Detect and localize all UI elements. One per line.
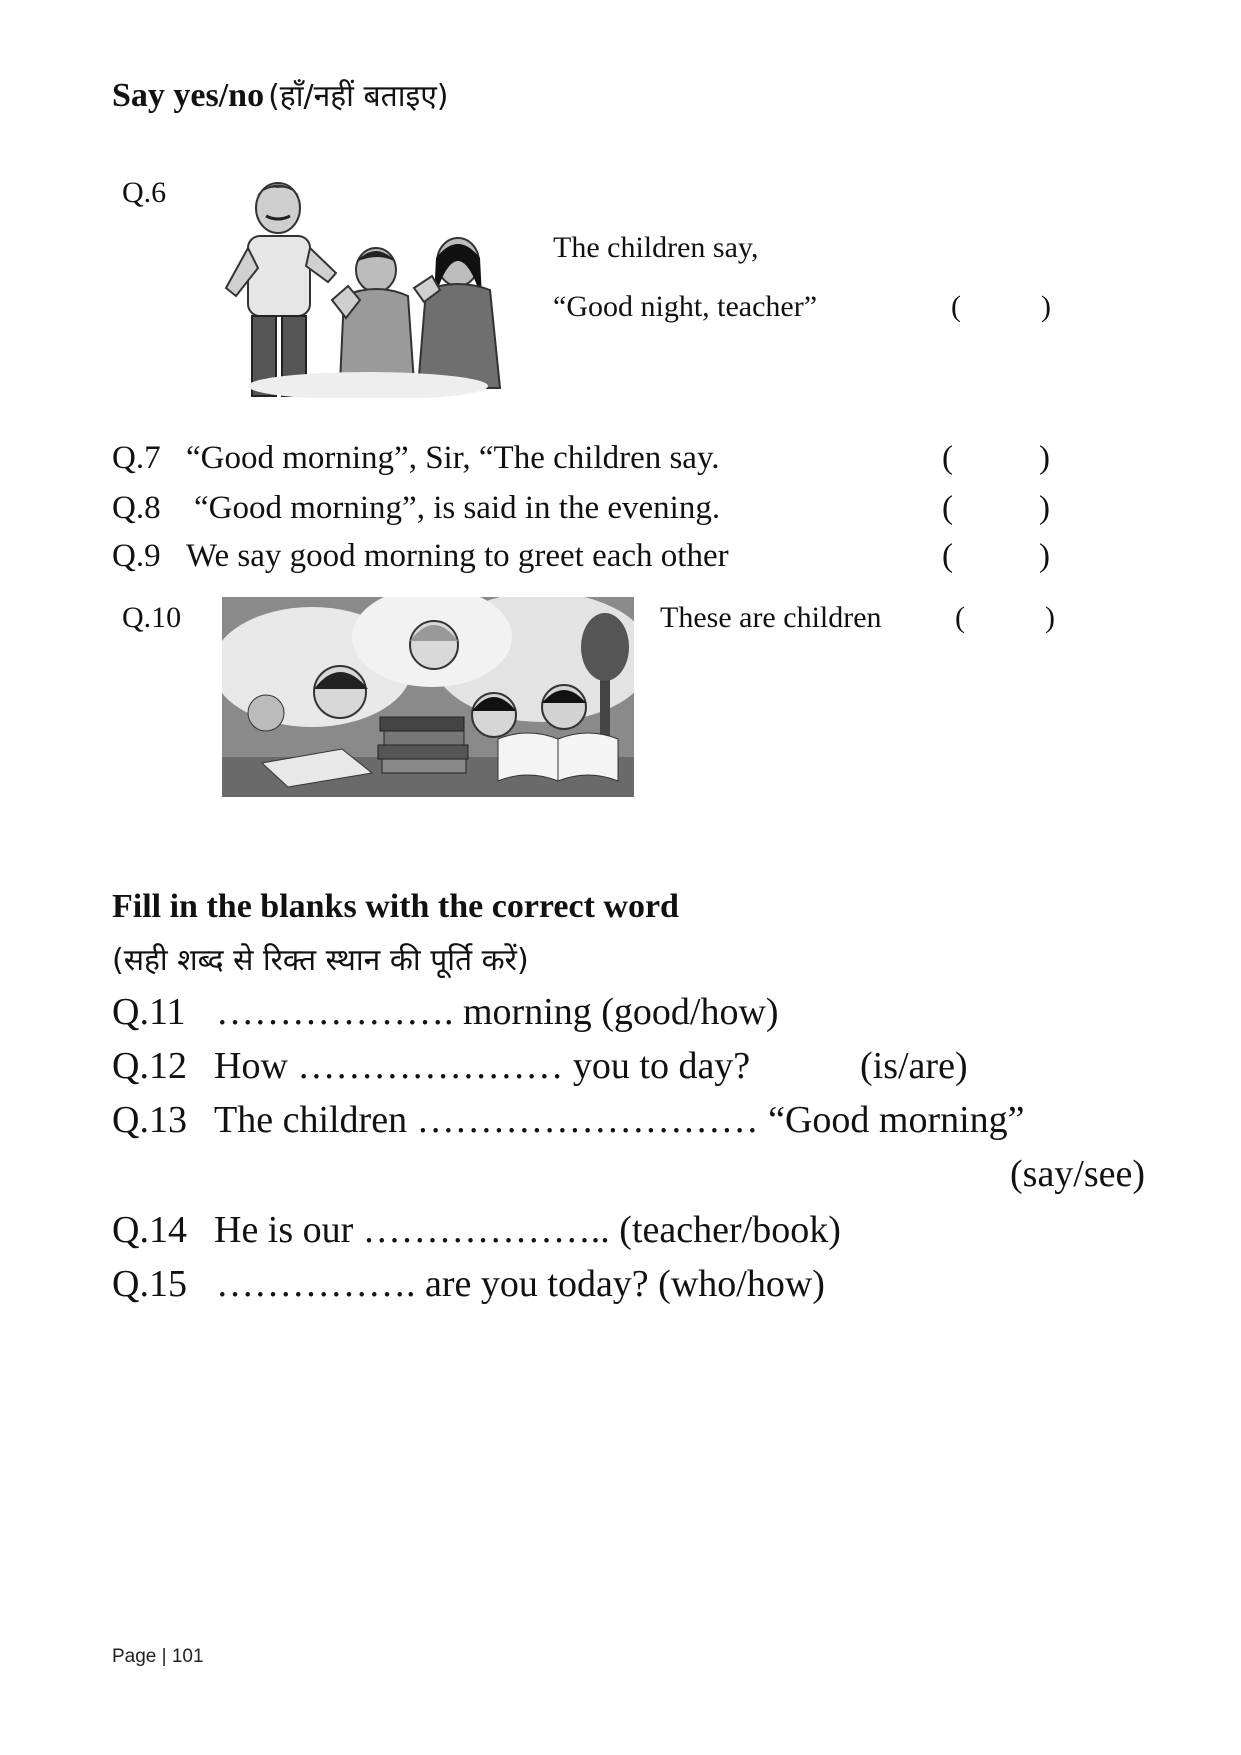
section-heading-yes-no [112,74,449,115]
question-text: “Good morning”, is said in the evening. [194,490,721,526]
question-number: Q.10 [122,601,182,634]
paren-open: ( [951,290,961,323]
question-number: Q.11 [112,991,186,1033]
question-number: Q.14 [112,1209,187,1251]
paren-close: ) [1039,440,1050,476]
page-number: Page | 101 [112,1646,204,1667]
question-number: Q.15 [112,1263,187,1305]
question-text: “Good morning”, Sir, “The children say. [186,440,720,476]
question-number: Q.9 [112,538,161,574]
word-options: (is/are) [860,1045,968,1087]
section-title: Fill in the blanks with the correct word [112,888,679,925]
q6-text-line2: “Good night, teacher” [553,290,818,323]
question-number: Q.12 [112,1045,187,1087]
paren-open: ( [955,601,965,634]
paren-open: ( [942,490,953,526]
teacher-children-illustration [218,178,520,398]
question-text: ………………. morning (good/how) [216,991,779,1033]
section-subtitle-hindi: (सही शब्द से रिक्त स्थान की पूर्ति करें) [112,943,529,978]
paren-open: ( [942,538,953,574]
answer-parentheses [942,490,1050,527]
q6-text-line1: The children say, [553,231,759,264]
question-number: Q.6 [122,176,167,209]
answer-parentheses [951,290,1051,324]
answer-parentheses [942,538,1050,575]
children-reading-illustration [222,597,634,797]
section-title: Say yes/no [112,77,265,114]
section-subtitle-hindi: (हाँ/नहीं बताइए) [268,79,449,114]
question-text: How ………………… you to day? [214,1045,751,1087]
answer-parentheses [942,440,1050,477]
paren-close: ) [1039,490,1050,526]
question-text: The children ……………………… “Good morning” [214,1099,1025,1141]
question-number: Q.13 [112,1099,187,1141]
question-number: Q.8 [112,490,161,526]
paren-close: ) [1045,601,1055,634]
question-text: These are children [660,601,882,634]
question-text: He is our ……………….. (teacher/book) [214,1209,841,1251]
paren-close: ) [1039,538,1050,574]
paren-open: ( [942,440,953,476]
paren-close: ) [1041,290,1051,323]
question-number: Q.7 [112,440,161,476]
word-options: (say/see) [1010,1153,1146,1195]
question-text: We say good morning to greet each other [186,538,729,574]
answer-parentheses [955,601,1055,635]
question-text: ……………. are you today? (who/how) [216,1263,825,1305]
